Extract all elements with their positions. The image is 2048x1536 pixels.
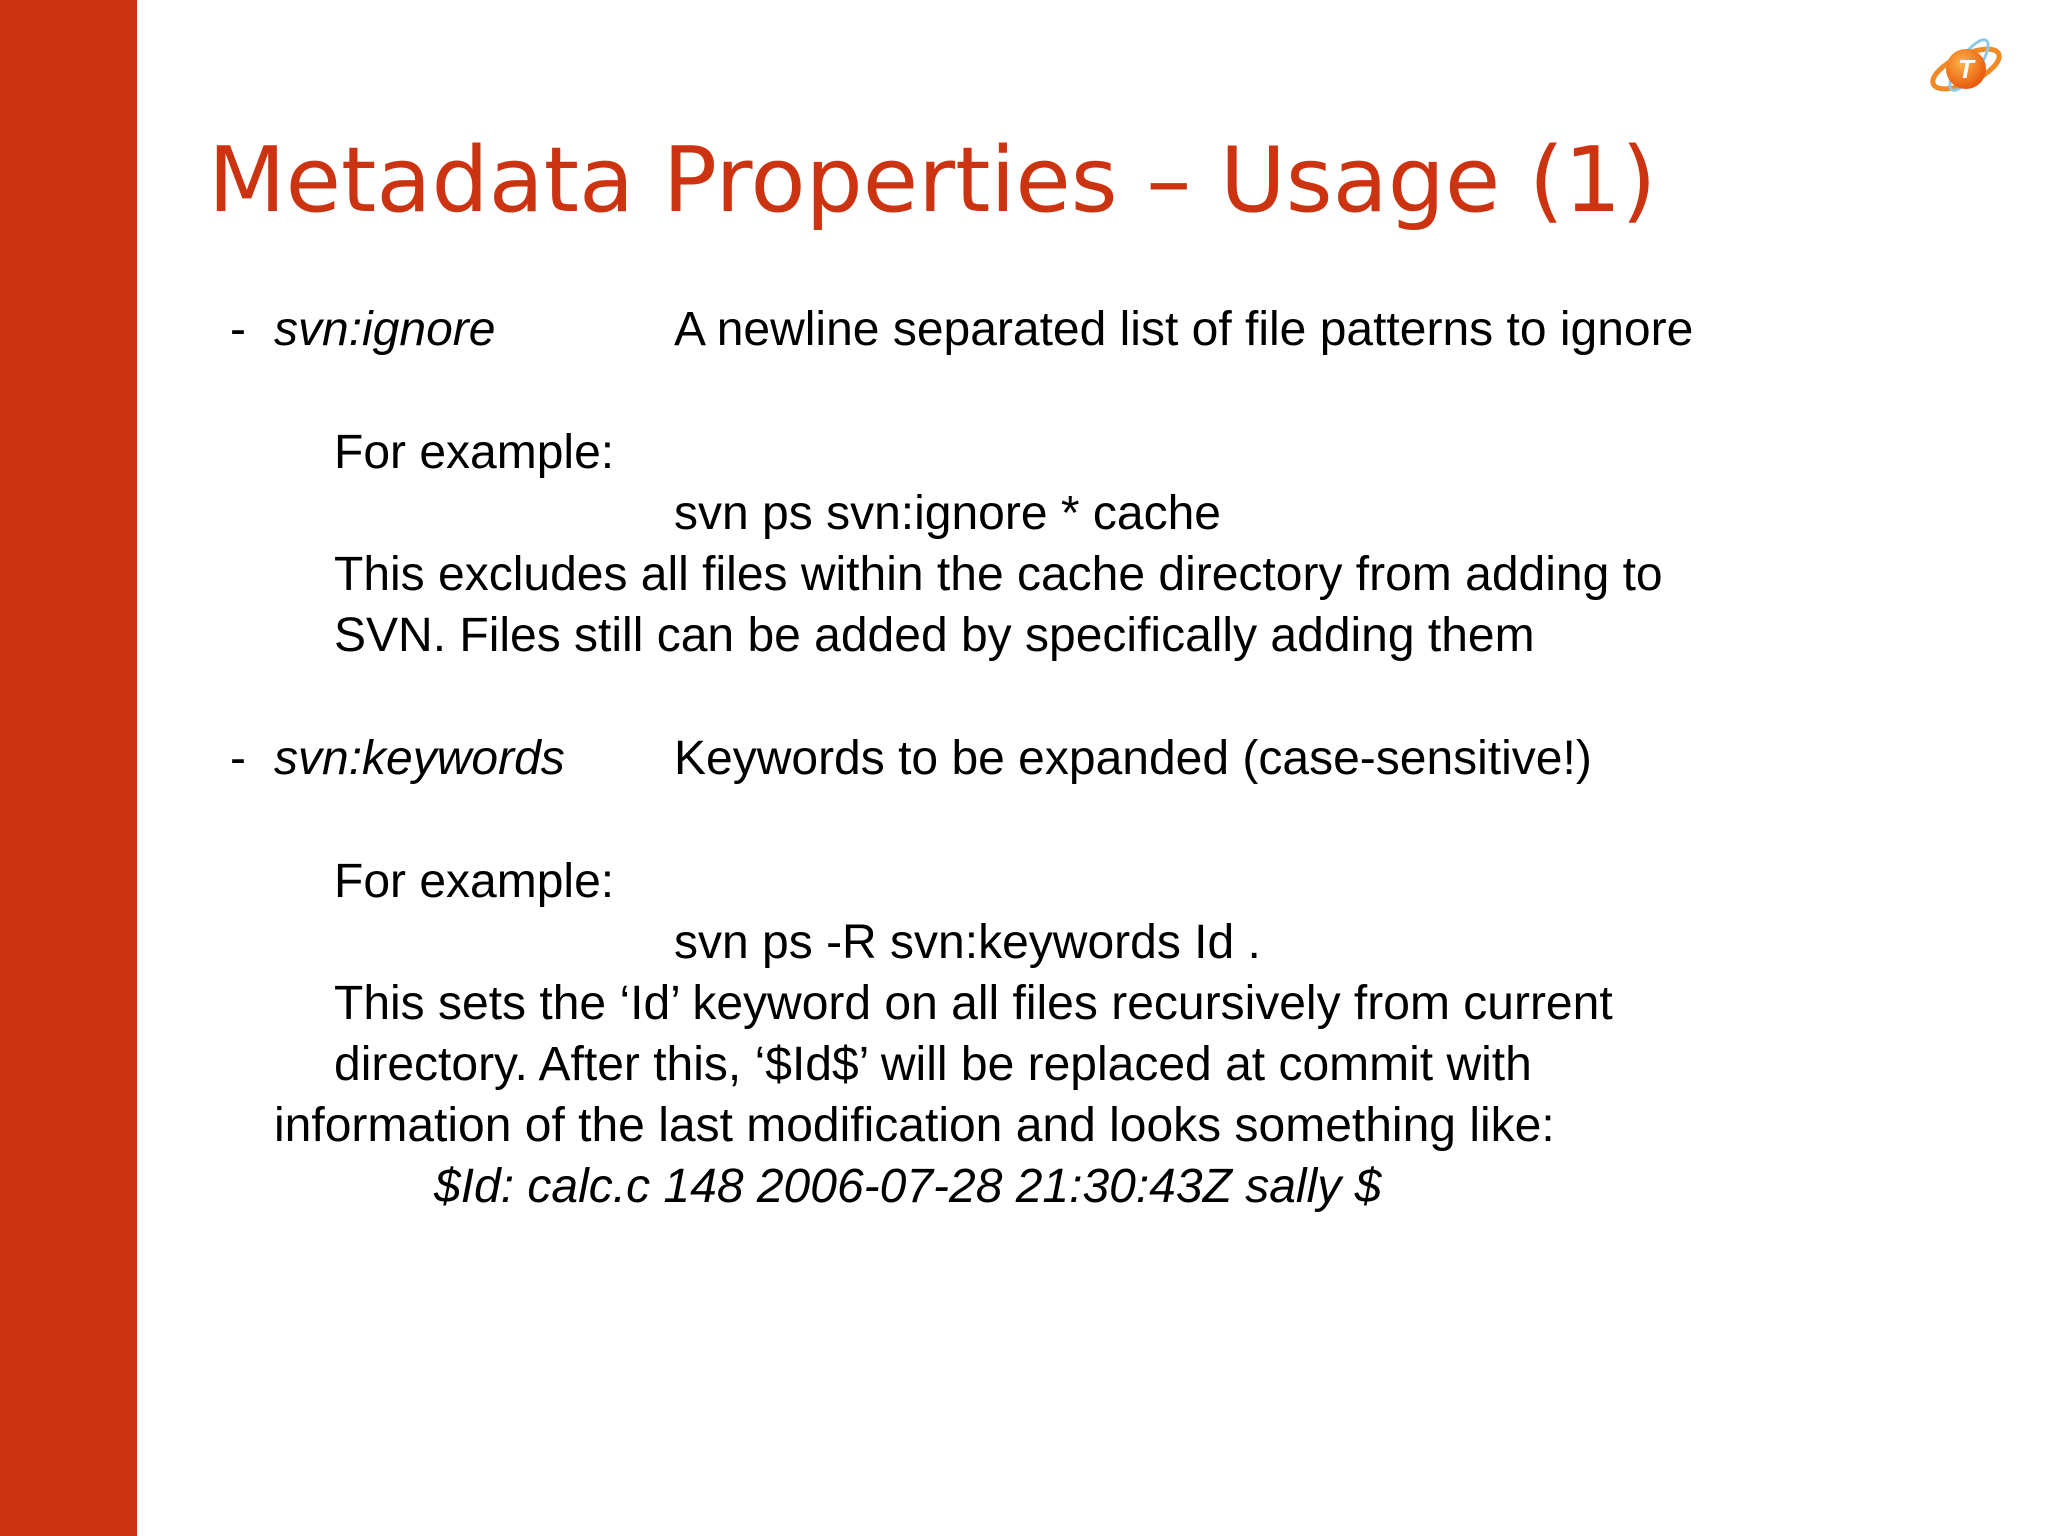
slide-title: Metadata Properties – Usage (1) (208, 128, 1657, 233)
property-description: A newline separated list of file patterns to ignore (674, 303, 1694, 356)
property-name: svn:keywords (274, 732, 565, 785)
t-logo-icon (1925, 25, 2007, 107)
explanation-line: information of the last modification and looks something like: (274, 1099, 1555, 1152)
sample-output: $Id: calc.c 148 2006-07-28 21:30:43Z sally $ (434, 1160, 1382, 1213)
property-name: svn:ignore (274, 303, 496, 356)
bullet-dash: - (230, 732, 246, 785)
explanation-line: This sets the ‘Id’ keyword on all files recursively from current (334, 977, 1613, 1030)
example-command: svn ps -R svn:keywords Id . (674, 916, 1261, 969)
property-description: Keywords to be expanded (case-sensitive!) (674, 732, 1592, 785)
example-label: For example: (334, 855, 615, 908)
example-command: svn ps svn:ignore * cache (674, 487, 1221, 540)
example-label: For example: (334, 426, 615, 479)
explanation-line: directory. After this, ‘$Id$’ will be replaced at commit with (334, 1038, 1532, 1091)
bullet-dash: - (230, 303, 246, 356)
explanation-line: This excludes all files within the cache directory from adding to (334, 548, 1663, 601)
logo-letter: T (1958, 54, 1974, 84)
explanation-line: SVN. Files still can be added by specifically adding them (334, 609, 1535, 662)
side-accent-bar (0, 0, 137, 1536)
